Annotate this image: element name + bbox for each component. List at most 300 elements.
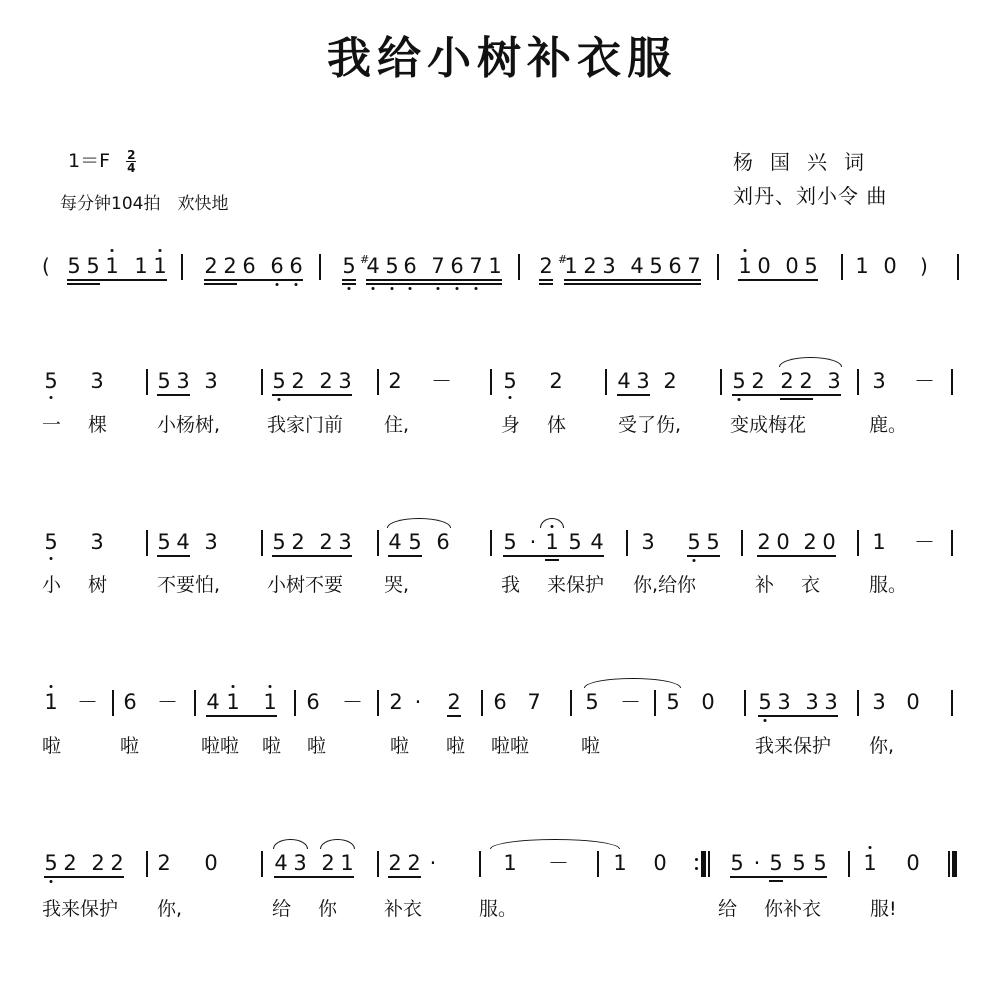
- bracket: (: [42, 254, 50, 278]
- lyric-syllable: 啦: [581, 735, 601, 757]
- barline: [490, 530, 492, 556]
- note: 0: [757, 254, 771, 278]
- lyric-syllable: 服。: [479, 898, 518, 920]
- octave-dot-low: [372, 287, 375, 290]
- octave-dot-high: [869, 846, 872, 849]
- note: －: [77, 690, 98, 714]
- octave-dot-low: [276, 283, 279, 286]
- note: 5: [503, 369, 517, 393]
- beam-underline: [204, 283, 237, 285]
- note: 2: [321, 851, 335, 875]
- note: 5: [44, 851, 58, 875]
- barline: [319, 254, 321, 280]
- note: 4: [388, 530, 402, 554]
- octave-dot-low: [764, 719, 767, 722]
- beam-underline: [157, 555, 190, 557]
- beam-underline: [388, 555, 422, 557]
- note: 5: [804, 254, 818, 278]
- barline: [626, 530, 628, 556]
- sharp-sign: #: [558, 253, 568, 266]
- beam-underline: [274, 876, 354, 878]
- beam-underline: [67, 279, 167, 281]
- note: 2: [319, 530, 333, 554]
- note: 0: [701, 690, 715, 714]
- lyric-syllable: 鹿。: [869, 414, 908, 436]
- note: 3: [338, 530, 352, 554]
- slur: [584, 678, 681, 688]
- augmentation-dot: ·: [414, 690, 422, 714]
- lyric-syllable: 身: [501, 414, 521, 436]
- sharp-sign: #: [360, 253, 370, 266]
- lyric-syllable: 你,给你: [633, 574, 697, 596]
- note: 4: [590, 530, 604, 554]
- note: 5: [157, 530, 171, 554]
- notation-line-4: [0, 690, 1004, 730]
- note: 5: [272, 369, 286, 393]
- octave-dot-high: [744, 249, 747, 252]
- barline: [490, 369, 492, 395]
- note: 3: [777, 690, 791, 714]
- beam-underline: [342, 279, 356, 281]
- note: －: [914, 369, 935, 393]
- lyric-syllable: 树: [88, 574, 108, 596]
- note: 3: [293, 851, 307, 875]
- note: －: [431, 369, 452, 393]
- notation-line-3: [0, 530, 1004, 570]
- beam-underline: [342, 283, 356, 285]
- note: 1: [340, 851, 354, 875]
- note: 4: [366, 254, 380, 278]
- repeat-dot: [695, 867, 698, 870]
- note: 4: [206, 690, 220, 714]
- note: 2: [447, 690, 461, 714]
- note: 3: [204, 369, 218, 393]
- barline: [605, 369, 607, 395]
- note: 0: [776, 530, 790, 554]
- barline: [857, 530, 859, 556]
- barline: [597, 851, 599, 877]
- note: 2: [751, 369, 765, 393]
- beam-underline: [539, 283, 553, 285]
- lyric-syllable: 变成梅花: [730, 414, 807, 436]
- beam-underline: [539, 279, 553, 281]
- beam-underline: [780, 398, 813, 400]
- note: 3: [805, 690, 819, 714]
- note: 3: [872, 690, 886, 714]
- lyric-syllable: 来保护: [547, 574, 605, 596]
- slur: [273, 839, 308, 849]
- beam-underline: [204, 279, 303, 281]
- note: 5: [568, 530, 582, 554]
- tempo-marking: 每分钟104拍 欢快地: [60, 194, 229, 214]
- note: 5: [157, 369, 171, 393]
- note: 5: [758, 690, 772, 714]
- augmentation-dot: ·: [529, 530, 537, 554]
- octave-dot-low: [50, 396, 53, 399]
- note: 1: [44, 690, 58, 714]
- lyric-syllable: 啦: [42, 735, 62, 757]
- note: 6: [123, 690, 137, 714]
- lyric-syllable: 啦: [390, 735, 410, 757]
- lyric-syllable: 哭,: [384, 574, 410, 596]
- beam-underline: [730, 876, 827, 878]
- note: 4: [274, 851, 288, 875]
- barline: [841, 254, 843, 280]
- note: 5: [732, 369, 746, 393]
- beam-underline: [206, 715, 277, 717]
- octave-dot-low: [738, 398, 741, 401]
- note: 1: [564, 254, 578, 278]
- note: 2: [291, 530, 305, 554]
- note: －: [914, 530, 935, 554]
- note: 3: [872, 369, 886, 393]
- lyric-syllable: 小树不要: [267, 574, 344, 596]
- beam-underline: [366, 279, 502, 281]
- octave-dot-high: [50, 685, 53, 688]
- key-label: 1＝F: [68, 150, 111, 172]
- barline: [261, 851, 263, 877]
- lyric-syllable: 受了伤,: [618, 414, 682, 436]
- note: 2: [539, 254, 553, 278]
- note: 2: [157, 851, 171, 875]
- note: 1: [263, 690, 277, 714]
- note: 4: [176, 530, 190, 554]
- lyric-syllable: 给: [272, 898, 292, 920]
- barline: [957, 254, 959, 280]
- note: 0: [883, 254, 897, 278]
- note: 1: [545, 530, 559, 554]
- lyric-syllable: 小: [42, 574, 62, 596]
- beam-underline: [44, 876, 124, 878]
- barline: [720, 369, 722, 395]
- lyric-syllable: 啦: [446, 735, 466, 757]
- note: 5: [687, 530, 701, 554]
- beam-underline: [617, 394, 650, 396]
- lyric-syllable: 你补衣: [764, 898, 822, 920]
- note: 2: [780, 369, 794, 393]
- note: 7: [527, 690, 541, 714]
- note: 1: [863, 851, 877, 875]
- barline: [479, 851, 481, 877]
- barline: [112, 690, 114, 716]
- note: 3: [602, 254, 616, 278]
- barline: [146, 530, 148, 556]
- slur: [490, 839, 620, 849]
- octave-dot-low: [475, 287, 478, 290]
- note: 5: [272, 530, 286, 554]
- note: 5: [792, 851, 806, 875]
- barline: [857, 369, 859, 395]
- time-signature-numerator: 2: [127, 148, 136, 162]
- octave-dot-low: [693, 559, 696, 562]
- lyric-syllable: 我来保护: [755, 735, 832, 757]
- barline: [848, 851, 850, 877]
- beam-underline: [272, 394, 352, 396]
- lyric-syllable: 你: [318, 898, 338, 920]
- note: 7: [687, 254, 701, 278]
- beam-underline: [447, 715, 461, 717]
- barline: [294, 690, 296, 716]
- barline: [570, 690, 572, 716]
- lyric-syllable: 给: [718, 898, 738, 920]
- octave-dot-high: [269, 685, 272, 688]
- barline: [741, 530, 743, 556]
- lyric-syllable: 你,: [157, 898, 183, 920]
- note: 2: [319, 369, 333, 393]
- note: 2: [549, 369, 563, 393]
- note: 1: [105, 254, 119, 278]
- barline: [377, 851, 379, 877]
- beam-underline: [67, 283, 100, 285]
- note: 5: [385, 254, 399, 278]
- lyric-line-4: [0, 734, 1004, 764]
- note: 2: [799, 369, 813, 393]
- note: 1: [503, 851, 517, 875]
- note: 3: [641, 530, 655, 554]
- barline: [181, 254, 183, 280]
- note: 5: [769, 851, 783, 875]
- beam-underline: [157, 394, 190, 396]
- note: 1: [872, 530, 886, 554]
- slur: [387, 518, 451, 528]
- note: 2: [757, 530, 771, 554]
- beam-underline: [388, 876, 421, 878]
- octave-dot-low: [509, 396, 512, 399]
- composer-credit: 刘丹、刘小令 曲: [733, 184, 888, 208]
- note: 3: [90, 369, 104, 393]
- octave-dot-low: [437, 287, 440, 290]
- note: 2: [407, 851, 421, 875]
- augmentation-dot: ·: [753, 851, 761, 875]
- octave-dot-low: [391, 287, 394, 290]
- lyric-syllable: 啦啦: [491, 735, 530, 757]
- lyric-syllable: 啦: [307, 735, 327, 757]
- lyric-syllable: 服。: [869, 574, 908, 596]
- note: 2: [388, 369, 402, 393]
- note: 0: [906, 851, 920, 875]
- note: 5: [649, 254, 663, 278]
- note: 0: [906, 690, 920, 714]
- note: 0: [785, 254, 799, 278]
- bracket: ): [920, 254, 928, 278]
- note: 6: [436, 530, 450, 554]
- repeat-dot: [695, 858, 698, 861]
- barline: [377, 369, 379, 395]
- note: 1: [134, 254, 148, 278]
- note: 2: [291, 369, 305, 393]
- lyric-syllable: 啦: [262, 735, 282, 757]
- note: 6: [668, 254, 682, 278]
- lyric-syllable: 一: [42, 414, 62, 436]
- note: 1: [226, 690, 240, 714]
- note: 5: [585, 690, 599, 714]
- lyric-syllable: 衣: [801, 574, 821, 596]
- note: 0: [822, 530, 836, 554]
- note: 6: [289, 254, 303, 278]
- note: 5: [86, 254, 100, 278]
- note: －: [342, 690, 363, 714]
- time-signature: [126, 149, 136, 174]
- beam-underline: [503, 555, 604, 557]
- note: 6: [306, 690, 320, 714]
- note: 3: [90, 530, 104, 554]
- octave-dot-low: [456, 287, 459, 290]
- note: 1: [738, 254, 752, 278]
- lyric-syllable: 补: [755, 574, 775, 596]
- repeat-barline-thick: [701, 851, 706, 877]
- barline: [146, 851, 148, 877]
- octave-dot-high: [111, 249, 114, 252]
- barline: [481, 690, 483, 716]
- note: 5: [44, 530, 58, 554]
- octave-dot-low: [348, 287, 351, 290]
- note: 0: [204, 851, 218, 875]
- note: 5: [44, 369, 58, 393]
- note: 3: [827, 369, 841, 393]
- note: 5: [706, 530, 720, 554]
- lyric-syllable: 我: [501, 574, 521, 596]
- beam-underline: [769, 880, 783, 882]
- barline: [377, 690, 379, 716]
- note: 7: [469, 254, 483, 278]
- slur: [320, 839, 355, 849]
- barline: [654, 690, 656, 716]
- beam-underline: [757, 555, 836, 557]
- note: 5: [342, 254, 356, 278]
- barline: [951, 369, 953, 395]
- barline: [194, 690, 196, 716]
- lyric-syllable: 啦啦: [201, 735, 240, 757]
- note: －: [620, 690, 641, 714]
- beam-underline: [687, 555, 720, 557]
- repeat-barline-thin: [708, 851, 710, 877]
- note: 1: [153, 254, 167, 278]
- lyric-syllable: 你,: [869, 735, 895, 757]
- note: 5: [813, 851, 827, 875]
- key-signature: [68, 146, 136, 174]
- notation-line-1: [0, 254, 1004, 294]
- note: 5: [408, 530, 422, 554]
- lyric-syllable: 补衣: [384, 898, 423, 920]
- barline: [377, 530, 379, 556]
- beam-underline: [738, 279, 818, 281]
- lyric-syllable: 我来保护: [42, 898, 119, 920]
- final-barline-thin: [948, 851, 950, 877]
- note: 6: [493, 690, 507, 714]
- note: 4: [630, 254, 644, 278]
- note: 3: [338, 369, 352, 393]
- lyric-syllable: 棵: [88, 414, 108, 436]
- note: 3: [176, 369, 190, 393]
- barline: [951, 690, 953, 716]
- time-signature-denominator: 4: [127, 161, 136, 175]
- octave-dot-high: [159, 249, 162, 252]
- barline: [518, 254, 520, 280]
- lyric-syllable: 服!: [870, 898, 897, 920]
- note: 2: [204, 254, 218, 278]
- barline: [717, 254, 719, 280]
- lyric-line-2: [0, 413, 1004, 443]
- slur: [540, 518, 564, 528]
- note: 2: [803, 530, 817, 554]
- notation-line-5: [0, 851, 1004, 891]
- lyric-syllable: 住,: [384, 414, 410, 436]
- barline: [744, 690, 746, 716]
- note: 3: [204, 530, 218, 554]
- note: 3: [636, 369, 650, 393]
- barline: [146, 369, 148, 395]
- lyric-line-5: [0, 897, 1004, 927]
- note: 6: [242, 254, 256, 278]
- note: 5: [67, 254, 81, 278]
- slur: [779, 357, 842, 367]
- note: 3: [824, 690, 838, 714]
- beam-underline: [758, 715, 838, 717]
- octave-dot-high: [232, 685, 235, 688]
- beam-underline: [545, 559, 559, 561]
- octave-dot-low: [278, 398, 281, 401]
- note: 1: [613, 851, 627, 875]
- page-title: 我给小树补衣服: [327, 33, 677, 84]
- note: 6: [403, 254, 417, 278]
- note: 5: [666, 690, 680, 714]
- note: 2: [110, 851, 124, 875]
- note: 2: [63, 851, 77, 875]
- lyric-syllable: 不要怕,: [157, 574, 221, 596]
- barline: [857, 690, 859, 716]
- note: 5: [730, 851, 744, 875]
- lyric-line-3: [0, 573, 1004, 603]
- note: 6: [270, 254, 284, 278]
- beam-underline: [272, 555, 352, 557]
- final-barline-thick: [952, 851, 957, 877]
- beam-underline: [732, 394, 841, 396]
- beam-underline: [564, 279, 701, 281]
- note: －: [548, 851, 569, 875]
- note: 1: [855, 254, 869, 278]
- octave-dot-low: [50, 557, 53, 560]
- note: －: [157, 690, 178, 714]
- note: 2: [223, 254, 237, 278]
- note: 0: [653, 851, 667, 875]
- note: 5: [503, 530, 517, 554]
- barline: [261, 369, 263, 395]
- note: 2: [91, 851, 105, 875]
- note: 2: [389, 690, 403, 714]
- note: 2: [388, 851, 402, 875]
- octave-dot-low: [295, 283, 298, 286]
- note: 4: [617, 369, 631, 393]
- lyric-syllable: 体: [547, 414, 567, 436]
- octave-dot-low: [50, 880, 53, 883]
- barline: [261, 530, 263, 556]
- lyric-syllable: 我家门前: [267, 414, 344, 436]
- lyricist-credit: 杨国兴词: [733, 150, 881, 174]
- note: 2: [663, 369, 677, 393]
- notation-line-2: [0, 369, 1004, 409]
- beam-underline: [564, 283, 701, 285]
- note: 7: [431, 254, 445, 278]
- lyric-syllable: 小杨树,: [157, 414, 221, 436]
- note: 2: [583, 254, 597, 278]
- augmentation-dot: ·: [429, 851, 437, 875]
- note: 6: [450, 254, 464, 278]
- beam-underline: [366, 283, 502, 285]
- lyric-syllable: 啦: [120, 735, 140, 757]
- note: 1: [488, 254, 502, 278]
- octave-dot-low: [409, 287, 412, 290]
- barline: [951, 530, 953, 556]
